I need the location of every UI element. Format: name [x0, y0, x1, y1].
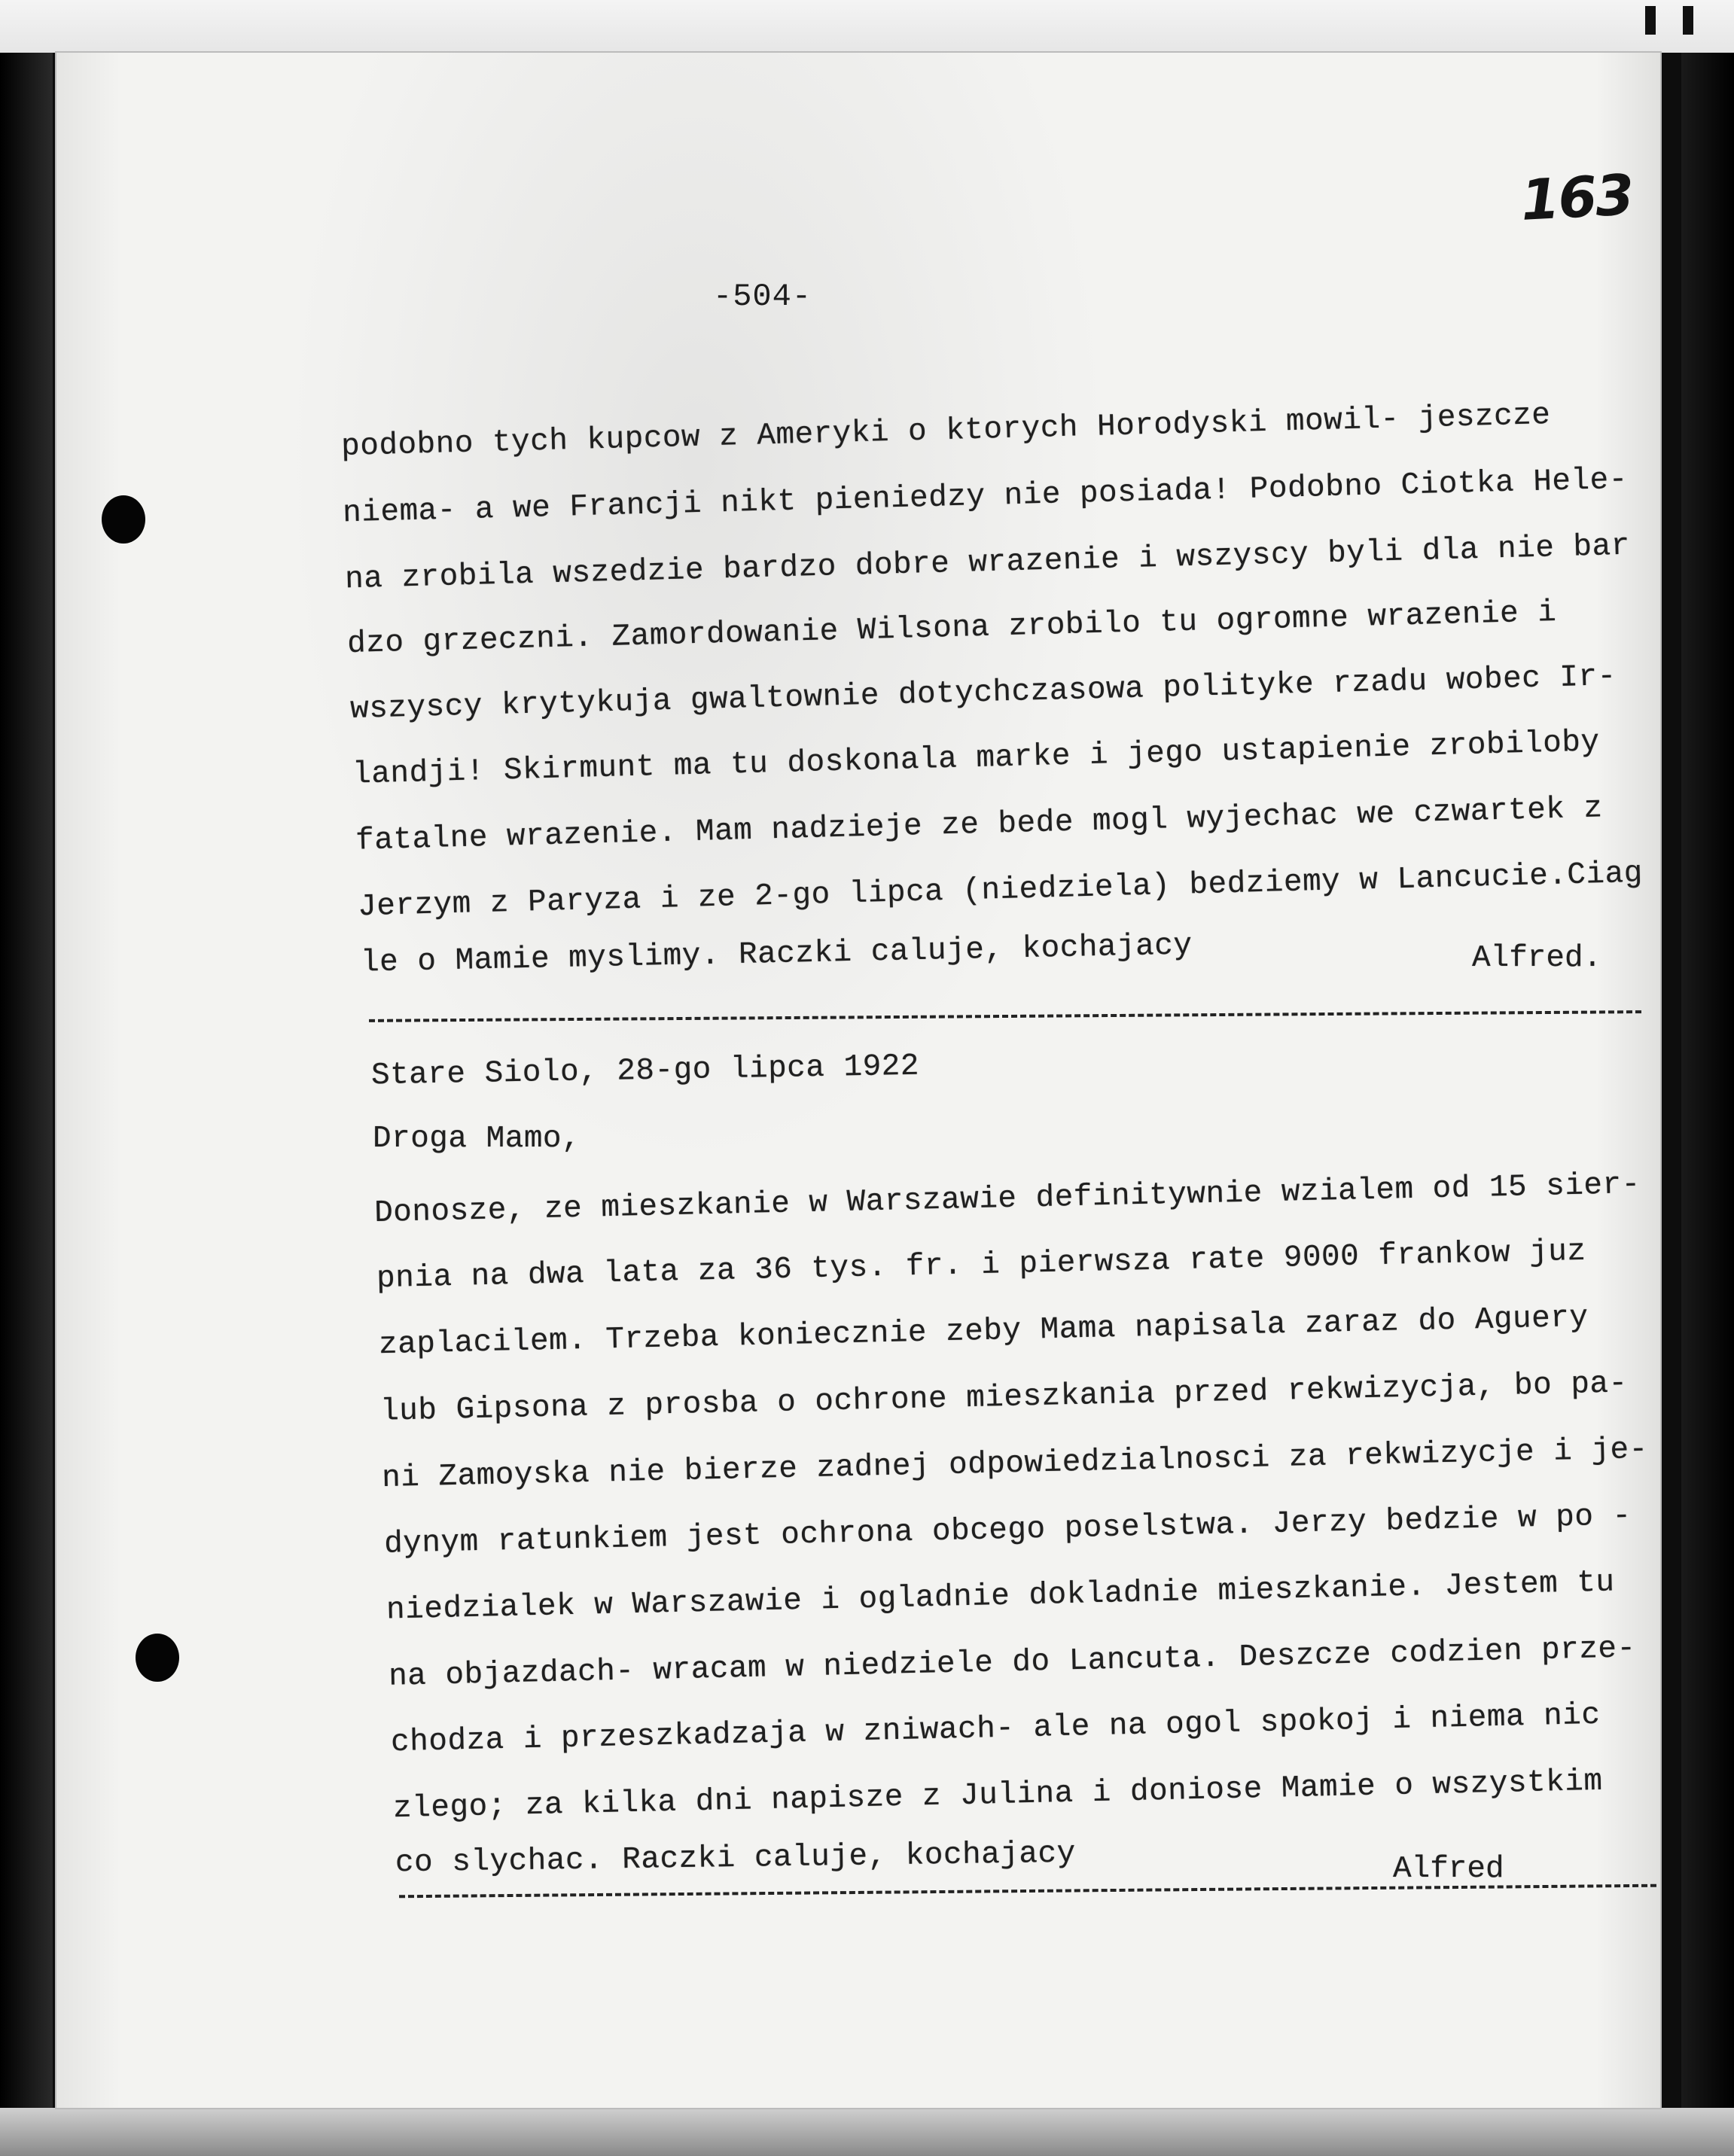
letter2-line-2: pnia na dwa lata za 36 tys. fr. i pierwsza rate 9000 frankow juz — [376, 1234, 1586, 1297]
film-perforation — [1683, 6, 1693, 35]
letter1-line-3: na zrobila wszedzie bardzo dobre wrazenie i wszyscy byli dla nie bar — [344, 528, 1631, 598]
punch-hole-lower — [136, 1634, 179, 1682]
scan-border-bottom — [0, 2108, 1734, 2156]
letter2-line-1: Donosze, ze mieszkanie w Warszawie definitywnie wzialem od 15 sier- — [373, 1167, 1641, 1232]
letter1-line-2: niema- a we Francji nikt pieniedzy nie posiada! Podobno Ciotka Hele- — [342, 462, 1629, 531]
film-perforation — [1645, 6, 1656, 35]
letter2-signature: Alfred — [1393, 1852, 1504, 1886]
punch-hole-upper — [102, 495, 145, 544]
scan-border-left — [0, 0, 53, 2156]
letter2-line-6: dynym ratunkiem jest ochrona obcego poselstwa. Jerzy bedzie w po - — [383, 1499, 1632, 1562]
letter2-line-9: chodza i przeszkadzaja w zniwach- ale na ogol spokoj i niema nic — [390, 1698, 1601, 1761]
letter2-line-7: niedzialek w Warszawie i ogladnie dokladnie mieszkanie. Jestem tu — [386, 1565, 1616, 1628]
letter1-line-6: landji! Skirmunt ma tu doskonala marke i jego ustapienie zrobiloby — [352, 725, 1601, 793]
folio-number: 163 — [1519, 163, 1635, 233]
letter2-line-10: zlego; za kilka dni napisze z Julina i doniose Mamie o wszystkim — [392, 1764, 1603, 1827]
letter1-signature: Alfred. — [1472, 941, 1602, 976]
letter1-line-5: wszyscy krytykuja gwaltownie dotychczasowa polityke rzadu wobec Ir- — [349, 659, 1617, 728]
typed-page — [56, 53, 1660, 2108]
letter2-line-8: na objazdach- wracam w niedziele do Lancuta. Deszcze codzien prze- — [388, 1631, 1637, 1695]
scan-border-top — [0, 0, 1734, 53]
letter1-line-8: Jerzym z Paryza i ze 2-go lipca (niedziela) bedziemy w Lancucie.Ciag — [357, 856, 1644, 925]
letter2-place-date: Stare Siolo, 28-go lipca 1922 — [370, 1049, 920, 1094]
letter2-salutation: Droga Mamo, — [373, 1122, 581, 1156]
separator-rule — [369, 1010, 1641, 1022]
letter1-line-4: dzo grzeczni. Zamordowanie Wilsona zrobilo tu ogromne wrazenie i — [346, 595, 1557, 662]
letter2-line-5: ni Zamoyska nie bierze zadnej odpowiedzialnosci za rekwizycje i je- — [381, 1432, 1649, 1497]
letter2-line-3: zaplacilem. Trzeba koniecznie zeby Mama napisala zaraz do Aguery — [378, 1300, 1589, 1363]
closing-rule — [399, 1884, 1656, 1899]
letter1-line-7: fatalne wrazenie. Mam nadzieje ze bede mogl wyjechac we czwartek z — [355, 791, 1604, 859]
scan-border-right — [1681, 0, 1734, 2156]
page-number: -504- — [713, 279, 812, 315]
letter2-line-11: co slychac. Raczki caluje, kochajacy — [395, 1836, 1077, 1881]
letter1-line-9: le o Mamie myslimy. Raczki caluje, kochajacy — [360, 928, 1193, 981]
letter2-line-4: lub Gipsona z prosba o ochrone mieszkania przed rekwizycja, bo pa- — [379, 1366, 1629, 1430]
letter1-line-1: podobno tych kupcow z Ameryki o ktorych Horodyski mowil- jeszcze — [340, 397, 1551, 465]
